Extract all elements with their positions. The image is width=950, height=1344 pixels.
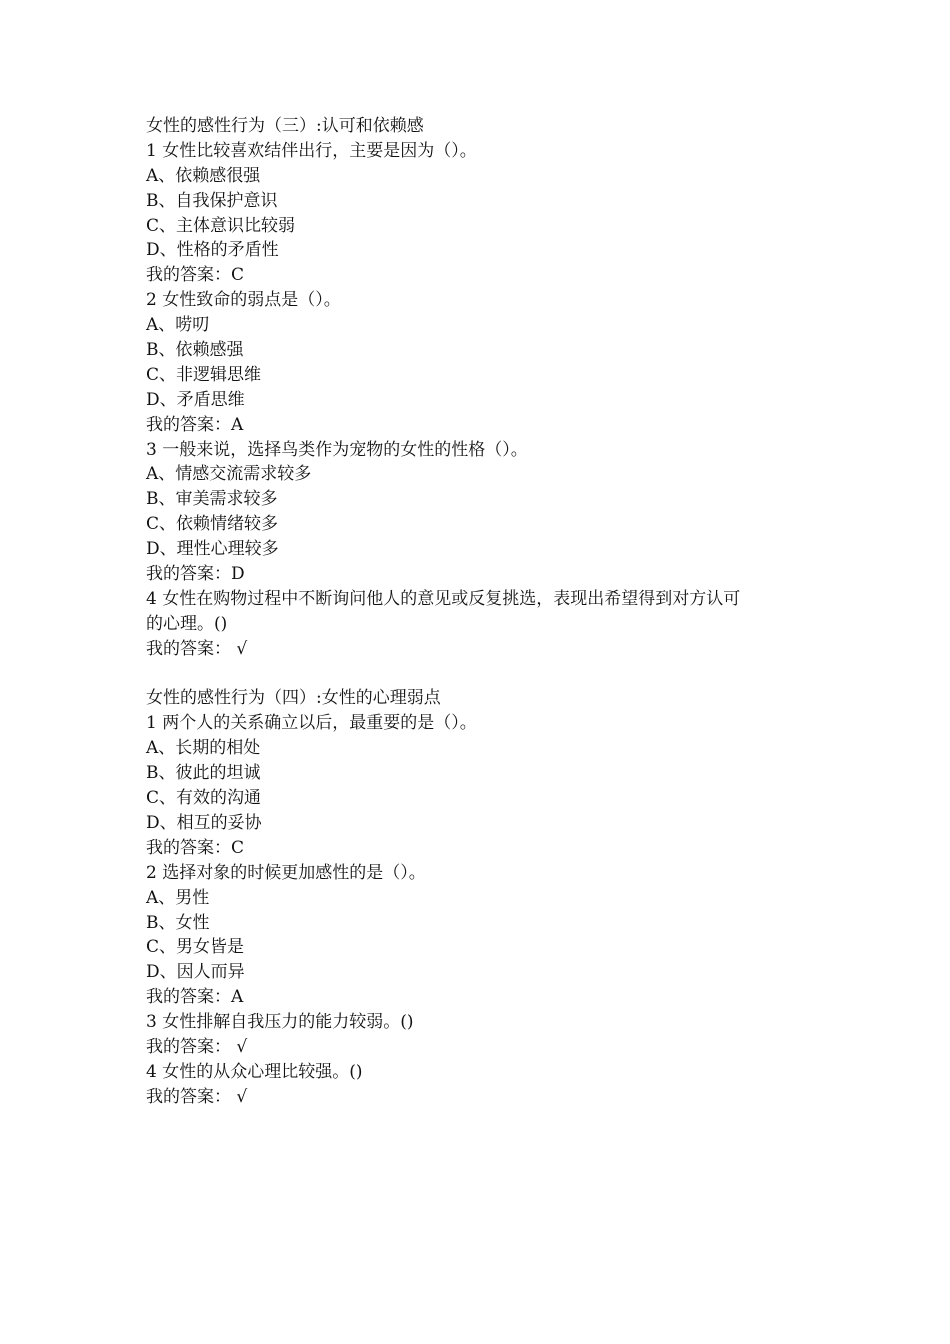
option-d: D、性格的矛盾性: [146, 240, 279, 261]
option-c: C、依赖情绪较多: [146, 514, 279, 535]
option-a: A、情感交流需求较多: [146, 464, 312, 485]
question-text: 2 女性致命的弱点是（）。: [146, 290, 341, 311]
question-text: 4 女性在购物过程中不断询问他人的意见或反复挑选，表现出希望得到对方认可: [146, 588, 741, 609]
option-a: A、长期的相处: [146, 738, 261, 759]
answer-text: 我的答案： √: [146, 638, 248, 659]
question-text-continued: 的心理。(): [146, 613, 228, 634]
option-b: B、女性: [146, 912, 210, 933]
option-c: C、有效的沟通: [146, 788, 262, 809]
answer-text: 我的答案：C: [146, 265, 245, 286]
option-c: C、主体意识比较弱: [146, 215, 296, 236]
section-title: 女性的感性行为（三）:认可和依赖感: [146, 116, 424, 136]
answer-text: 我的答案： √: [146, 1086, 248, 1107]
question-text: 3 女性排解自我压力的能力较弱。(): [146, 1012, 414, 1033]
question-text: 4 女性的从众心理比较强。(): [146, 1061, 363, 1082]
option-b: B、依赖感强: [146, 340, 244, 361]
option-b: B、彼此的坦诚: [146, 763, 261, 784]
option-d: D、相互的妥协: [146, 812, 262, 833]
option-d: D、因人而异: [146, 962, 245, 983]
option-c: C、男女皆是: [146, 937, 245, 958]
option-b: B、自我保护意识: [146, 190, 278, 211]
question-text: 1 两个人的关系确立以后，最重要的是（）。: [146, 713, 477, 734]
question-text: 1 女性比较喜欢结伴出行，主要是因为（）。: [146, 140, 477, 161]
option-c: C、非逻辑思维: [146, 364, 262, 385]
option-b: B、审美需求较多: [146, 489, 278, 510]
option-a: A、唠叨: [146, 315, 210, 336]
answer-text: 我的答案：A: [146, 414, 244, 435]
answer-text: 我的答案：C: [146, 837, 245, 858]
option-a: A、依赖感很强: [146, 165, 261, 186]
answer-text: 我的答案：A: [146, 987, 244, 1008]
document-body: [146, 114, 826, 1110]
answer-text: 我的答案： √: [146, 1036, 248, 1057]
section-spacer: [146, 662, 826, 687]
answer-text: 我的答案：D: [146, 564, 245, 585]
question-text: 2 选择对象的时候更加感性的是（）。: [146, 862, 426, 883]
option-d: D、矛盾思维: [146, 389, 245, 410]
option-d: D、理性心理较多: [146, 539, 279, 560]
section-title: 女性的感性行为（四）:女性的心理弱点: [146, 688, 441, 709]
option-a: A、男性: [146, 887, 210, 908]
question-text: 3 一般来说，选择鸟类作为宠物的女性的性格（）。: [146, 439, 528, 460]
